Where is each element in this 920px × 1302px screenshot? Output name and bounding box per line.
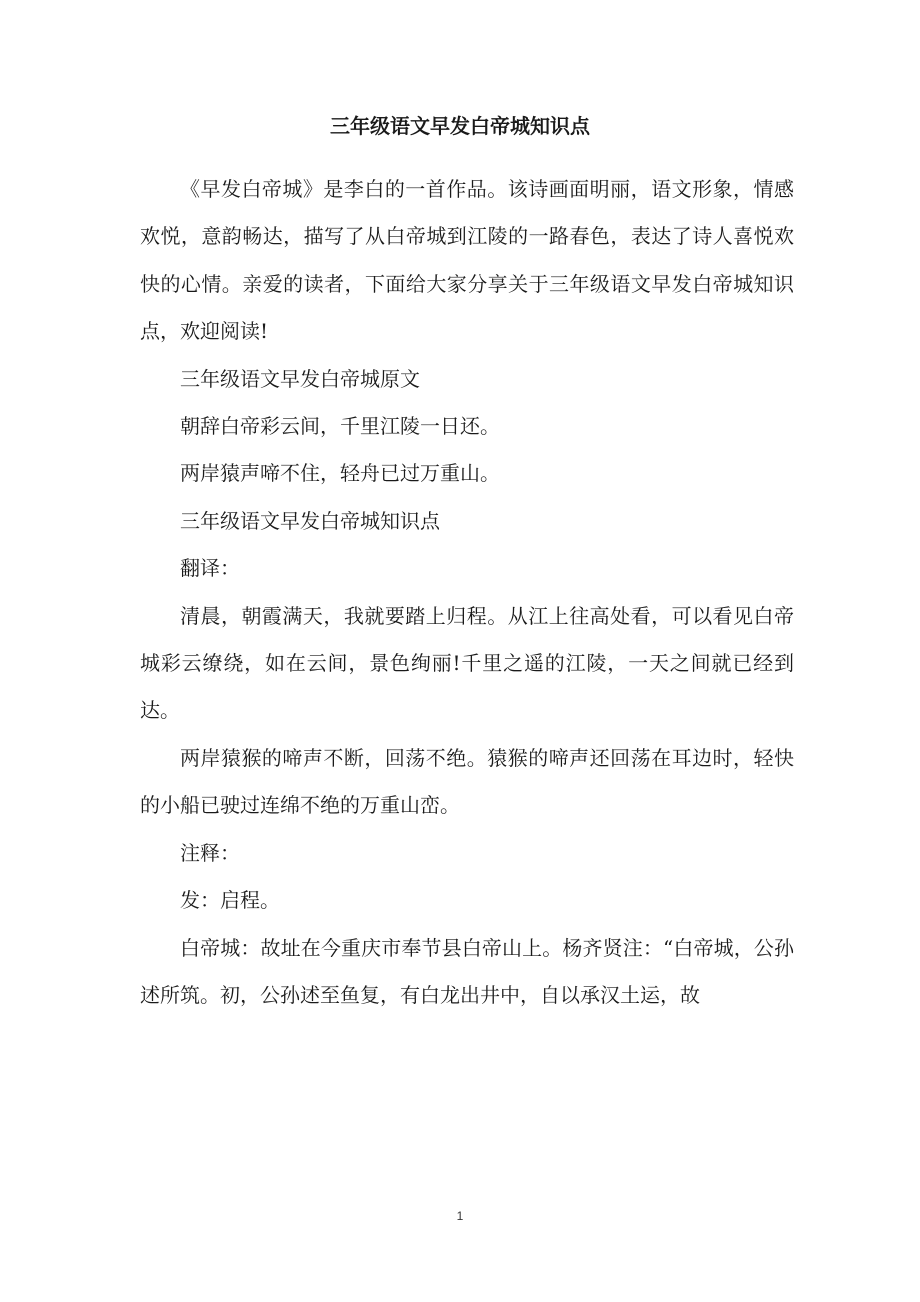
document-title: 三年级语文早发白帝城知识点 bbox=[330, 114, 590, 138]
annotation-item-1: 发：启程。 bbox=[180, 888, 280, 913]
poem-line-2: 两岸猿声啼不住，轻舟已过万重山。 bbox=[180, 461, 500, 486]
document-body bbox=[140, 166, 794, 1019]
intro-paragraph: 《早发白帝城》是李白的一首作品。该诗画面明丽，语文形象，情感欢悦，意韵畅达，描写了从白帝城到江陵的一路春色，表达了诗人喜悦欢快的心情。亲爱的读者，下面给大家分享关于三年级语文早发白帝城知识点，欢迎阅读! bbox=[140, 177, 794, 344]
poem-line-1: 朝辞白帝彩云间，千里江陵一日还。 bbox=[180, 414, 500, 439]
translation-paragraph-2: 两岸猿猴的啼声不断，回荡不绝。猿猴的啼声还回荡在耳边时，轻快的小船已驶过连绵不绝的万重山峦。 bbox=[140, 745, 794, 818]
page-number: 1 bbox=[456, 1209, 464, 1223]
translation-paragraph-1: 清晨，朝霞满天，我就要踏上归程。从江上往高处看，可以看见白帝城彩云缭绕，如在云间，景色绚丽!千里之遥的江陵，一天之间就已经到达。 bbox=[140, 603, 794, 723]
section-heading-original-text: 三年级语文早发白帝城原文 bbox=[180, 366, 420, 391]
translation-label: 翻译： bbox=[180, 556, 240, 581]
section-heading-knowledge: 三年级语文早发白帝城知识点 bbox=[180, 508, 440, 533]
annotation-item-2: 白帝城：故址在今重庆市奉节县白帝山上。杨齐贤注：“白帝城，公孙述所筑。初，公孙述至鱼复，有白龙出井中，自以承汉土运，故 bbox=[140, 935, 794, 1007]
annotation-label: 注释： bbox=[180, 840, 240, 865]
